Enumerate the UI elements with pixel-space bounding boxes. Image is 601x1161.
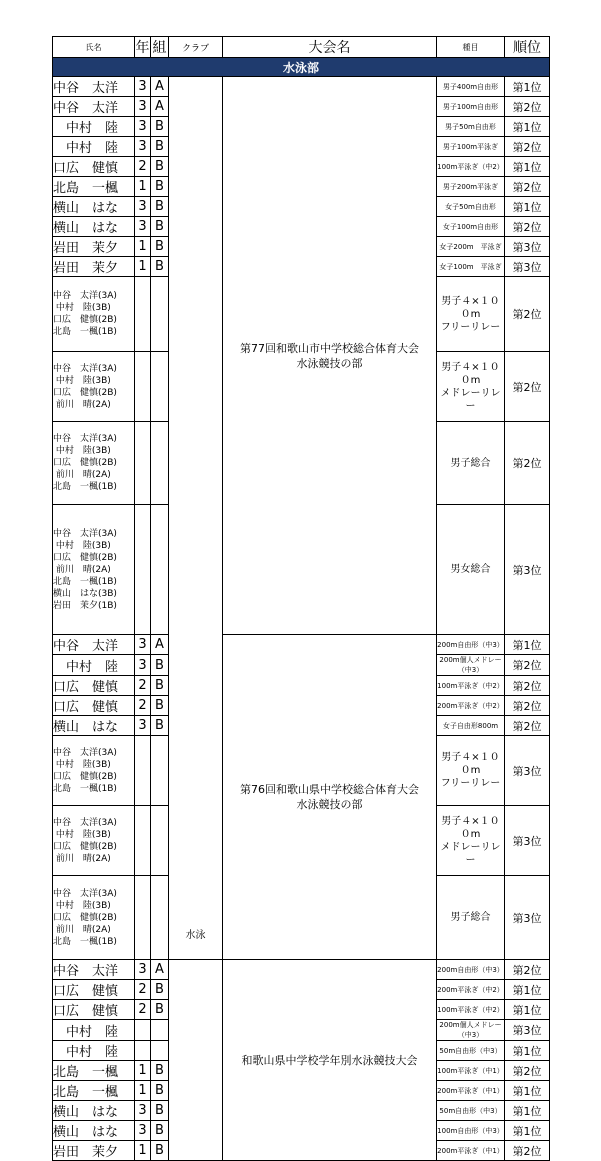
rank-cell: 第2位: [505, 696, 550, 716]
team-members: 中谷 太洋(3A) 中村 陸(3B) 口広 健慎(2B) 前川 晴(2A) 北島 一楓(1B): [53, 876, 135, 960]
team-members: 中谷 太洋(3A) 中村 陸(3B) 口広 健慎(2B) 前川 晴(2A) 北島 一楓(1B): [53, 422, 135, 505]
class-cell: B: [151, 237, 169, 257]
class-cell: B: [151, 137, 169, 157]
class-cell: B: [151, 257, 169, 277]
event-cell: 男子総合: [437, 876, 505, 960]
event-cell: 男女総合: [437, 505, 505, 635]
rank-cell: 第2位: [505, 137, 550, 157]
event-cell: 200m個人メドレー（中3）: [437, 1020, 505, 1041]
header-event: 種目: [437, 37, 505, 58]
class-cell: [151, 1041, 169, 1061]
event-cell: 女子100m自由形: [437, 217, 505, 237]
class-cell: B: [151, 676, 169, 696]
meet-name: 和歌山県中学校学年別水泳競技大会: [223, 960, 437, 1161]
athlete-name: 北島 一楓: [53, 1081, 135, 1101]
class-cell: B: [151, 197, 169, 217]
grade-cell: 1: [135, 237, 151, 257]
rank-cell: 第1位: [505, 197, 550, 217]
grade-cell: [135, 277, 151, 352]
class-cell: B: [151, 1101, 169, 1121]
grade-cell: 1: [135, 257, 151, 277]
header-row: [53, 37, 550, 58]
class-cell: B: [151, 716, 169, 736]
athlete-name: 中村 陸: [53, 655, 135, 676]
team-members: 中谷 太洋(3A) 中村 陸(3B) 口広 健慎(2B) 前川 晴(2A): [53, 806, 135, 876]
athlete-name: 北島 一楓: [53, 177, 135, 197]
rank-cell: 第2位: [505, 716, 550, 736]
event-cell: 50m自由形（中3）: [437, 1101, 505, 1121]
event-cell: 男子400m自由形: [437, 77, 505, 97]
grade-cell: 1: [135, 177, 151, 197]
class-cell: B: [151, 177, 169, 197]
header-rank: 順位: [505, 37, 550, 58]
class-cell: B: [151, 980, 169, 1000]
athlete-name: 北島 一楓: [53, 1061, 135, 1081]
event-cell: 女子50m自由形: [437, 197, 505, 217]
grade-cell: 3: [135, 1121, 151, 1141]
rank-cell: 第2位: [505, 352, 550, 422]
class-cell: [151, 422, 169, 505]
rank-cell: 第1位: [505, 1000, 550, 1020]
grade-cell: 2: [135, 980, 151, 1000]
rank-cell: 第3位: [505, 257, 550, 277]
grade-cell: 3: [135, 655, 151, 676]
rank-cell: 第1位: [505, 1101, 550, 1121]
athlete-name: 口広 健慎: [53, 980, 135, 1000]
grade-cell: 2: [135, 1000, 151, 1020]
rank-cell: 第2位: [505, 217, 550, 237]
grade-cell: [135, 806, 151, 876]
class-cell: A: [151, 635, 169, 655]
grade-cell: 1: [135, 1081, 151, 1101]
event-cell: 男子100m自由形: [437, 97, 505, 117]
event-cell: 200m平泳ぎ（中2）: [437, 980, 505, 1000]
event-cell: 男子４×１００m メドレーリレー: [437, 806, 505, 876]
rank-cell: 第2位: [505, 1061, 550, 1081]
class-cell: B: [151, 117, 169, 137]
event-cell: 100m自由形（中3）: [437, 1121, 505, 1141]
event-cell: 100m平泳ぎ（中1）: [437, 1061, 505, 1081]
rank-cell: 第2位: [505, 960, 550, 980]
athlete-name: 口広 健慎: [53, 696, 135, 716]
table-row: [53, 960, 550, 980]
event-cell: 200m自由形（中3）: [437, 960, 505, 980]
team-members: 中谷 太洋(3A) 中村 陸(3B) 口広 健慎(2B) 前川 晴(2A) 北島 一楓(1B) 横山 はな(3B) 岩田 茉夕(1B): [53, 505, 135, 635]
class-cell: B: [151, 1061, 169, 1081]
grade-cell: [135, 352, 151, 422]
athlete-name: 横山 はな: [53, 1101, 135, 1121]
class-cell: B: [151, 157, 169, 177]
class-cell: [151, 736, 169, 806]
grade-cell: 3: [135, 716, 151, 736]
rank-cell: 第3位: [505, 736, 550, 806]
grade-cell: 3: [135, 137, 151, 157]
class-cell: A: [151, 77, 169, 97]
club-cell-empty: [169, 960, 223, 1161]
rank-cell: 第3位: [505, 237, 550, 257]
section-title: 水泳部: [53, 58, 550, 77]
rank-cell: 第1位: [505, 1041, 550, 1061]
header-class: 組: [151, 37, 169, 58]
grade-cell: [135, 736, 151, 806]
event-cell: 男子200m平泳ぎ: [437, 177, 505, 197]
team-members: 中谷 太洋(3A) 中村 陸(3B) 口広 健慎(2B) 北島 一楓(1B): [53, 736, 135, 806]
event-cell: 200m平泳ぎ（中1）: [437, 1081, 505, 1101]
header-grade: 年: [135, 37, 151, 58]
athlete-name: 中村 陸: [53, 137, 135, 157]
athlete-name: 岩田 茉夕: [53, 257, 135, 277]
athlete-name: 横山 はな: [53, 1121, 135, 1141]
event-cell: 200m平泳ぎ（中1）: [437, 1141, 505, 1161]
grade-cell: 3: [135, 1101, 151, 1121]
header-meet: 大会名: [223, 37, 437, 58]
class-cell: [151, 277, 169, 352]
event-cell: 男子４×１００m メドレーリレー: [437, 352, 505, 422]
grade-cell: [135, 422, 151, 505]
class-cell: B: [151, 1000, 169, 1020]
rank-cell: 第1位: [505, 1121, 550, 1141]
grade-cell: 2: [135, 676, 151, 696]
rank-cell: 第2位: [505, 1141, 550, 1161]
rank-cell: 第3位: [505, 505, 550, 635]
event-cell: 100m平泳ぎ（中2）: [437, 1000, 505, 1020]
grade-cell: 3: [135, 97, 151, 117]
rank-cell: 第1位: [505, 157, 550, 177]
grade-cell: 2: [135, 696, 151, 716]
meet-name: 第77回和歌山市中学校総合体育大会 水泳競技の部: [223, 77, 437, 635]
club-cell: 水泳: [169, 77, 223, 960]
rank-cell: 第2位: [505, 676, 550, 696]
grade-cell: 3: [135, 77, 151, 97]
athlete-name: 中村 陸: [53, 117, 135, 137]
athlete-name: 中村 陸: [53, 1041, 135, 1061]
table-row: [53, 77, 550, 97]
athlete-name: 横山 はな: [53, 716, 135, 736]
class-cell: [151, 352, 169, 422]
class-cell: [151, 505, 169, 635]
grade-cell: [135, 876, 151, 960]
athlete-name: 中谷 太洋: [53, 77, 135, 97]
athlete-name: 中村 陸: [53, 1020, 135, 1041]
table-row: [53, 635, 550, 655]
event-cell: 100m平泳ぎ（中2）: [437, 676, 505, 696]
rank-cell: 第1位: [505, 77, 550, 97]
class-cell: B: [151, 655, 169, 676]
results-table: [52, 36, 550, 1161]
grade-cell: 1: [135, 1061, 151, 1081]
athlete-name: 中谷 太洋: [53, 635, 135, 655]
meet-name: 第76回和歌山県中学校総合体育大会 水泳競技の部: [223, 635, 437, 960]
athlete-name: 横山 はな: [53, 217, 135, 237]
grade-cell: 3: [135, 960, 151, 980]
class-cell: B: [151, 696, 169, 716]
rank-cell: 第2位: [505, 277, 550, 352]
class-cell: B: [151, 1121, 169, 1141]
grade-cell: 3: [135, 217, 151, 237]
class-cell: A: [151, 960, 169, 980]
grade-cell: [135, 1020, 151, 1041]
class-cell: [151, 876, 169, 960]
section-row: [53, 58, 550, 77]
event-cell: 男子総合: [437, 422, 505, 505]
grade-cell: [135, 1041, 151, 1061]
event-cell: 女子200m 平泳ぎ: [437, 237, 505, 257]
grade-cell: [135, 505, 151, 635]
grade-cell: 1: [135, 1141, 151, 1161]
class-cell: B: [151, 1081, 169, 1101]
class-cell: [151, 806, 169, 876]
rank-cell: 第2位: [505, 422, 550, 505]
athlete-name: 口広 健慎: [53, 157, 135, 177]
grade-cell: 3: [135, 197, 151, 217]
event-cell: 200m自由形（中3）: [437, 635, 505, 655]
rank-cell: 第2位: [505, 655, 550, 676]
athlete-name: 横山 はな: [53, 197, 135, 217]
header-club: クラブ: [169, 37, 223, 58]
athlete-name: 口広 健慎: [53, 676, 135, 696]
rank-cell: 第1位: [505, 635, 550, 655]
rank-cell: 第2位: [505, 97, 550, 117]
header-name: 氏名: [53, 37, 135, 58]
rank-cell: 第3位: [505, 1020, 550, 1041]
event-cell: 男子４×１００m フリーリレー: [437, 736, 505, 806]
event-cell: 女子自由形800m: [437, 716, 505, 736]
grade-cell: 3: [135, 117, 151, 137]
event-cell: 女子100m 平泳ぎ: [437, 257, 505, 277]
rank-cell: 第1位: [505, 1081, 550, 1101]
event-cell: 男子100m平泳ぎ: [437, 137, 505, 157]
class-cell: B: [151, 217, 169, 237]
athlete-name: 中谷 太洋: [53, 97, 135, 117]
class-cell: B: [151, 1141, 169, 1161]
event-cell: 200m個人メドレー（中3）: [437, 655, 505, 676]
grade-cell: 2: [135, 157, 151, 177]
event-cell: 50m自由形（中3）: [437, 1041, 505, 1061]
class-cell: A: [151, 97, 169, 117]
event-cell: 100m平泳ぎ（中2）: [437, 157, 505, 177]
rank-cell: 第3位: [505, 806, 550, 876]
grade-cell: 3: [135, 635, 151, 655]
rank-cell: 第1位: [505, 117, 550, 137]
athlete-name: 岩田 茉夕: [53, 237, 135, 257]
rank-cell: 第1位: [505, 980, 550, 1000]
class-cell: [151, 1020, 169, 1041]
athlete-name: 口広 健慎: [53, 1000, 135, 1020]
event-cell: 男子50m自由形: [437, 117, 505, 137]
athlete-name: 中谷 太洋: [53, 960, 135, 980]
event-cell: 200m平泳ぎ（中2）: [437, 696, 505, 716]
team-members: 中谷 太洋(3A) 中村 陸(3B) 口広 健慎(2B) 北島 一楓(1B): [53, 277, 135, 352]
team-members: 中谷 太洋(3A) 中村 陸(3B) 口広 健慎(2B) 前川 晴(2A): [53, 352, 135, 422]
rank-cell: 第3位: [505, 876, 550, 960]
rank-cell: 第2位: [505, 177, 550, 197]
event-cell: 男子４×１００m フリーリレー: [437, 277, 505, 352]
athlete-name: 岩田 茉夕: [53, 1141, 135, 1161]
